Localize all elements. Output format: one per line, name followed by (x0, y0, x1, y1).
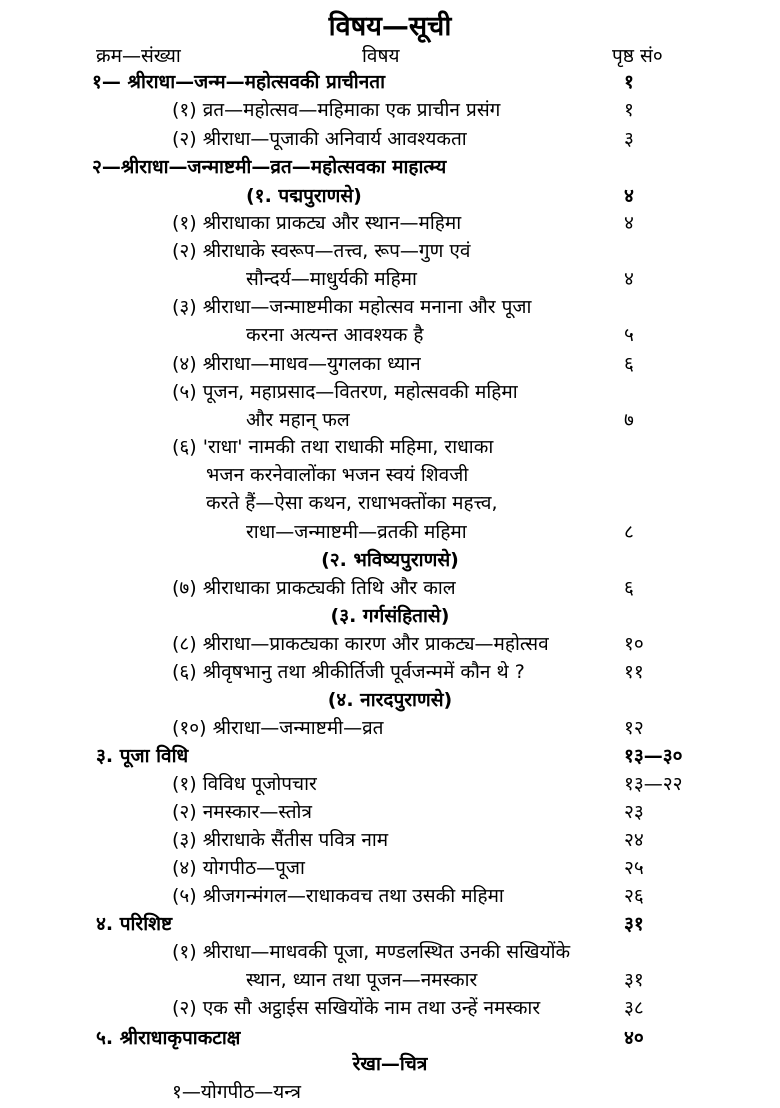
toc-entry-page: २५ (624, 857, 644, 879)
toc-entry (0, 546, 780, 574)
toc-entry-title: १— श्रीराधा—जन्म—महोत्सवकी प्राचीनता (92, 71, 386, 93)
toc-entry (0, 994, 780, 1022)
toc-entry-title: (२) श्रीराधाके स्वरूप—तत्त्व, रूप—गुण एवं (172, 240, 471, 262)
toc-entry (0, 826, 780, 854)
toc-entry-title: (१) श्रीराधाका प्राकट्य और स्थान—महिमा (172, 212, 462, 234)
toc-entry (0, 1024, 780, 1052)
toc-entry (0, 293, 780, 321)
toc-entry (0, 96, 780, 124)
toc-entry (0, 770, 780, 798)
toc-entry-page: १० (624, 633, 644, 655)
toc-entry-title: (४) योगपीठ—पूजा (172, 857, 305, 879)
toc-entry (0, 518, 780, 546)
toc-entry-title: राधा—जन्माष्टमी—व्रतकी महिमा (246, 521, 467, 543)
toc-entry (0, 854, 780, 882)
toc-entry (0, 742, 780, 770)
toc-entry (0, 461, 780, 489)
toc-entry-page: ८ (624, 521, 634, 543)
subject-column-header: विषय (362, 45, 400, 67)
toc-entry-page: ३८ (624, 997, 644, 1019)
toc-entry (0, 237, 780, 265)
toc-entry-title: १—योगपीठ—यन्त्र (172, 1081, 301, 1103)
toc-entry-page: ७ (624, 409, 634, 431)
toc-entry-title: (१०) श्रीराधा—जन्माष्टमी—व्रत (172, 717, 384, 739)
toc-entry-page: ४० (624, 1027, 644, 1049)
toc-entry-title: (२) नमस्कार—स्तोत्र (172, 801, 312, 823)
toc-entry (0, 209, 780, 237)
toc-entry (0, 406, 780, 434)
toc-entry-title: रेखा—चित्र (352, 1053, 428, 1075)
toc-entry (0, 686, 780, 714)
toc-entry (0, 350, 780, 378)
toc-entry-title: (१) विविध पूजोपचार (172, 773, 317, 795)
toc-entry-page: ६ (624, 353, 634, 375)
toc-entry-page: ३१ (624, 969, 644, 991)
toc-entry (0, 574, 780, 602)
toc-entry (0, 938, 780, 966)
toc-entry (0, 1050, 780, 1078)
toc-entry (0, 658, 780, 686)
toc-entry-title: ४. परिशिष्ट (96, 913, 173, 935)
toc-entry (0, 378, 780, 406)
toc-entry-title: सौन्दर्य—माधुर्यकी महिमा (246, 268, 417, 290)
toc-entry-title: २—श्रीराधा—जन्माष्टमी—व्रत—महोत्सवका माहात्म्य (92, 156, 447, 178)
toc-entry-title: (३. गर्गसंहितासे) (330, 605, 450, 627)
toc-entry-page: २६ (624, 885, 644, 907)
toc-entry-page: २४ (624, 829, 644, 851)
toc-entry-title: (५) श्रीजगन्मंगल—राधाकवच तथा उसकी महिमा (172, 885, 504, 907)
toc-entry-title: (६) 'राधा' नामकी तथा राधाकी महिमा, राधाका (172, 436, 494, 458)
toc-entry-page: ११ (624, 661, 644, 683)
toc-entry-title: स्थान, ध्यान तथा पूजन—नमस्कार (246, 969, 478, 991)
toc-entry (0, 714, 780, 742)
toc-entry (0, 630, 780, 658)
toc-entry (0, 1078, 780, 1106)
toc-entry-page: १ (624, 99, 634, 121)
toc-entry (0, 153, 780, 181)
toc-entry (0, 966, 780, 994)
toc-entry-title: (३) श्रीराधाके सैंतीस पवित्र नाम (172, 829, 389, 851)
page-column-header: पृष्ठ सं० (612, 45, 663, 67)
toc-entry-title: (८) श्रीराधा—प्राकट्यका कारण और प्राकट्य—महोत्सव (172, 633, 549, 655)
toc-entry-title: (२. भविष्यपुराणसे) (321, 549, 459, 571)
toc-entry-title: (३) श्रीराधा—जन्माष्टमीका महोत्सव मनाना और पूजा (172, 296, 532, 318)
toc-entry-page: ५ (624, 324, 634, 346)
toc-entry-title: (१) व्रत—महोत्सव—महिमाका एक प्राचीन प्रसंग (172, 99, 501, 121)
toc-entry-title: (२) श्रीराधा—पूजाकी अनिवार्य आवश्यकता (172, 128, 467, 150)
page-title: विषय—सूची (328, 11, 452, 42)
toc-entry (0, 489, 780, 517)
toc-entry-title: (६) श्रीवृषभानु तथा श्रीकीर्तिजी पूर्वजन्ममें कौन थे ? (172, 661, 525, 683)
toc-entry-page: ३१ (624, 913, 644, 935)
toc-entry-title: (१) श्रीराधा—माधवकी पूजा, मण्डलस्थित उनकी सखियोंके (172, 941, 571, 963)
toc-entry-page: ४ (624, 185, 634, 207)
toc-entry-title: ५. श्रीराधाकृपाकटाक्ष (96, 1027, 241, 1049)
toc-entry (0, 433, 780, 461)
toc-entry-page: १२ (624, 717, 644, 739)
toc-entry-page: १३—२२ (624, 773, 683, 795)
toc-entry-page: ४ (624, 212, 634, 234)
toc-entry-title: (७) श्रीराधाका प्राकट्यकी तिथि और काल (172, 577, 456, 599)
toc-entry-page: १ (624, 71, 634, 93)
toc-entry (0, 125, 780, 153)
serial-column-header: क्रम—संख्या (96, 45, 181, 67)
toc-entry-page: ३ (624, 128, 634, 150)
toc-entry (0, 882, 780, 910)
toc-entry (0, 265, 780, 293)
toc-entry-title: भजन करनेवालोंका भजन स्वयं शिवजी (206, 464, 469, 486)
toc-entry-title: (१. पद्मपुराणसे) (246, 185, 362, 207)
toc-entry-page: २३ (624, 801, 644, 823)
toc-entry-page: १३—३० (624, 745, 683, 767)
toc-entry (0, 910, 780, 938)
toc-entry-title: ३. पूजा विधि (96, 745, 189, 767)
toc-entry (0, 602, 780, 630)
toc-entry-page: ६ (624, 577, 634, 599)
toc-entry (0, 321, 780, 349)
toc-entry-title: (४) श्रीराधा—माधव—युगलका ध्यान (172, 353, 421, 375)
toc-entry-title: (४. नारदपुराणसे) (327, 689, 453, 711)
toc-entry-title: करना अत्यन्त आवश्यक है (246, 324, 424, 346)
toc-entry (0, 182, 780, 210)
toc-entry-title: (५) पूजन, महाप्रसाद—वितरण, महोत्सवकी महिमा (172, 381, 518, 403)
toc-entry (0, 798, 780, 826)
toc-entry-title: (२) एक सौ अट्ठाईस सखियोंके नाम तथा उन्हें नमस्कार (172, 997, 541, 1019)
toc-entry-title: करते हैं—ऐसा कथन, राधाभक्तोंका महत्त्व, (206, 492, 498, 514)
toc-entry-title: और महान् फल (246, 409, 350, 431)
toc-entry-page: ४ (624, 268, 634, 290)
toc-entry (0, 68, 780, 96)
